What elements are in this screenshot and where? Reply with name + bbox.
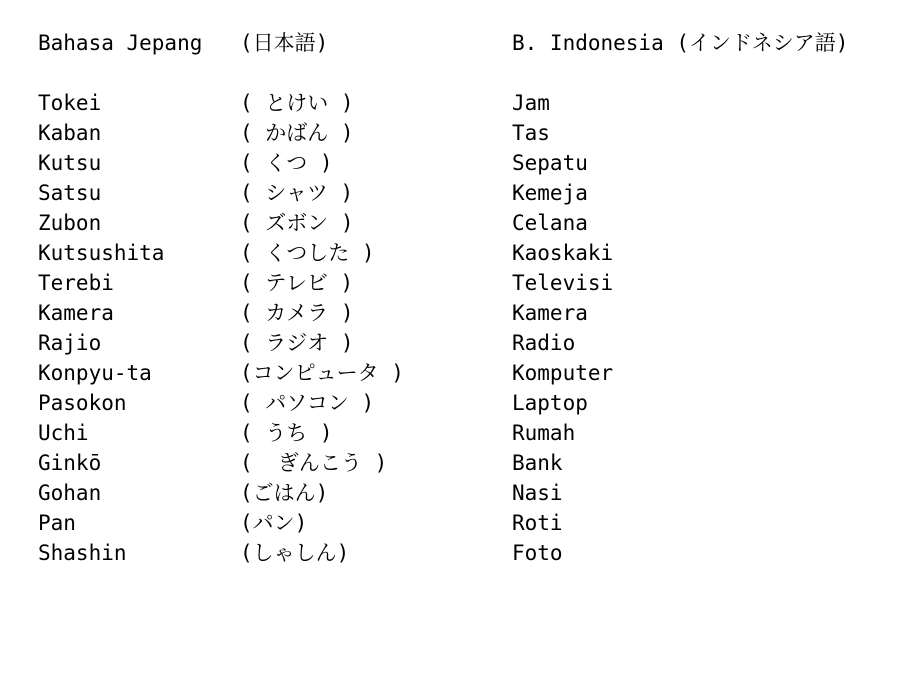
romaji-cell: Kaban	[38, 121, 102, 145]
romaji-cell: Kamera	[38, 301, 114, 325]
vocab-row	[0, 418, 900, 448]
vocab-row	[0, 538, 900, 568]
kana-cell: ( とけい )	[240, 91, 354, 115]
kana-cell: ( パソコン )	[240, 391, 375, 415]
indonesian-cell: Kaoskaki	[512, 241, 614, 265]
header-japanese-script: (日本語)	[240, 31, 329, 55]
kana-cell: (ごはん)	[240, 481, 329, 505]
indonesian-cell: Nasi	[512, 481, 563, 505]
indonesian-cell: Televisi	[512, 271, 614, 295]
vocab-row	[0, 298, 900, 328]
vocab-row	[0, 238, 900, 268]
romaji-cell: Shashin	[38, 541, 127, 565]
vocab-row	[0, 88, 900, 118]
kana-cell: ( ラジオ )	[240, 331, 354, 355]
indonesian-cell: Laptop	[512, 391, 588, 415]
header-japanese-romaji: Bahasa Jepang	[38, 31, 203, 55]
kana-cell: ( くつ )	[240, 151, 333, 175]
vocab-row	[0, 328, 900, 358]
romaji-cell: Gohan	[38, 481, 102, 505]
indonesian-cell: Roti	[512, 511, 563, 535]
indonesian-cell: Kemeja	[512, 181, 588, 205]
romaji-cell: Kutsushita	[38, 241, 165, 265]
kana-cell: ( くつした )	[240, 241, 375, 265]
kana-cell: ( ズボン )	[240, 211, 354, 235]
vocab-row	[0, 268, 900, 298]
romaji-cell: Pasokon	[38, 391, 127, 415]
vocab-row	[0, 358, 900, 388]
vocab-row	[0, 118, 900, 148]
romaji-cell: Zubon	[38, 211, 102, 235]
indonesian-cell: Tas	[512, 121, 550, 145]
header-indonesian: B. Indonesia (インドネシア語)	[512, 31, 849, 55]
kana-cell: ( シャツ )	[240, 181, 354, 205]
romaji-cell: Rajio	[38, 331, 102, 355]
kana-cell: ( テレビ )	[240, 271, 354, 295]
vocab-row	[0, 448, 900, 478]
vocab-row	[0, 178, 900, 208]
romaji-cell: Kutsu	[38, 151, 102, 175]
indonesian-cell: Foto	[512, 541, 563, 565]
indonesian-cell: Kamera	[512, 301, 588, 325]
indonesian-cell: Komputer	[512, 361, 614, 385]
kana-cell: ( カメラ )	[240, 301, 354, 325]
kana-cell: (コンピュータ )	[240, 361, 404, 385]
romaji-cell: Konpyu-ta	[38, 361, 152, 385]
indonesian-cell: Radio	[512, 331, 576, 355]
vocab-row	[0, 478, 900, 508]
romaji-cell: Ginkō	[38, 451, 102, 475]
kana-cell: (パン)	[240, 511, 308, 535]
romaji-cell: Terebi	[38, 271, 114, 295]
vocab-row	[0, 208, 900, 238]
romaji-cell: Satsu	[38, 181, 102, 205]
kana-cell: ( うち )	[240, 421, 333, 445]
kana-cell: (しゃしん)	[240, 541, 350, 565]
romaji-cell: Uchi	[38, 421, 89, 445]
indonesian-cell: Rumah	[512, 421, 576, 445]
indonesian-cell: Bank	[512, 451, 563, 475]
indonesian-cell: Celana	[512, 211, 588, 235]
kana-cell: ( かばん )	[240, 121, 354, 145]
kana-cell: ( ぎんこう )	[240, 451, 388, 475]
indonesian-cell: Sepatu	[512, 151, 588, 175]
vocab-row	[0, 508, 900, 538]
vocab-row	[0, 148, 900, 178]
indonesian-cell: Jam	[512, 91, 550, 115]
header-row	[0, 28, 900, 58]
romaji-cell: Pan	[38, 511, 76, 535]
vocab-row	[0, 388, 900, 418]
romaji-cell: Tokei	[38, 91, 102, 115]
